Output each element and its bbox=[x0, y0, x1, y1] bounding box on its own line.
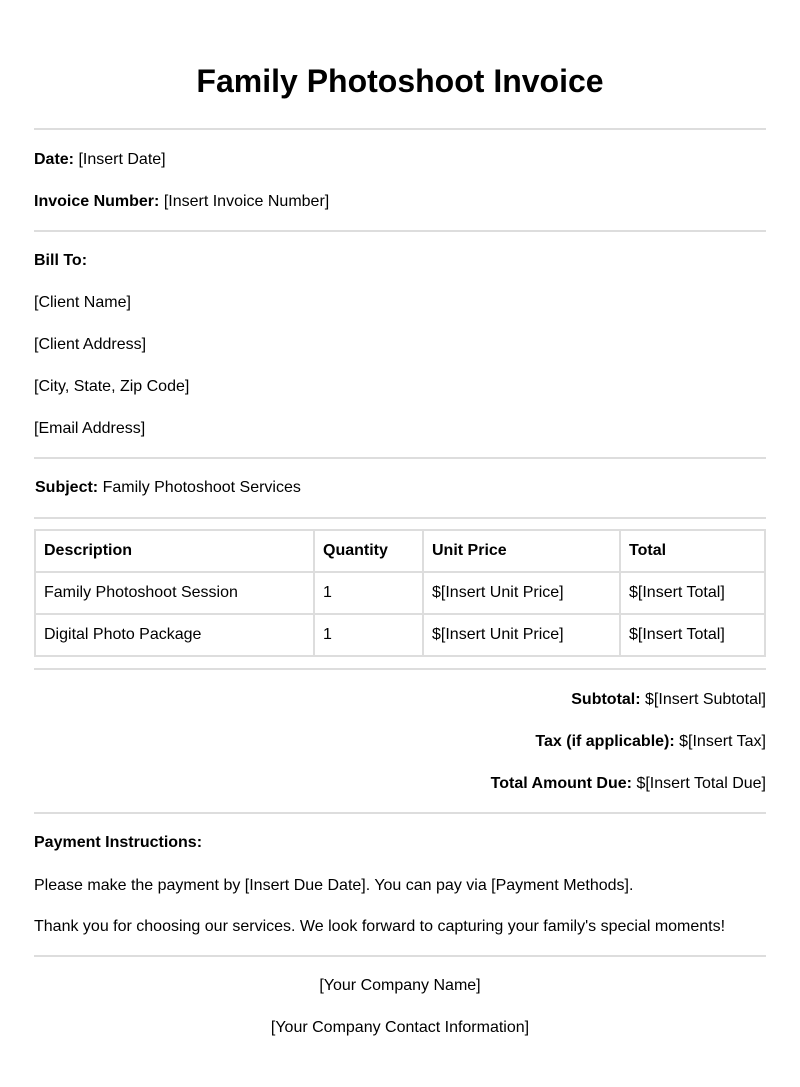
client-email: [Email Address] bbox=[34, 420, 146, 437]
subtotal-row bbox=[34, 690, 766, 710]
thank-you-note: Thank you for choosing our services. We look forward to capturing your family's special moments! bbox=[34, 918, 726, 935]
date-row bbox=[34, 150, 766, 170]
subject-row bbox=[35, 478, 766, 498]
payment-label: Payment Instructions: bbox=[34, 834, 203, 851]
header-description: Description bbox=[35, 530, 314, 572]
invoice-number-row bbox=[34, 192, 766, 212]
client-address: [Client Address] bbox=[34, 336, 147, 353]
company-contact: [Your Company Contact Information] bbox=[270, 1019, 530, 1036]
payment-instructions: Please make the payment by [Insert Due Date]. You can pay via [Payment Methods]. bbox=[34, 877, 634, 894]
company-name: [Your Company Name] bbox=[319, 977, 481, 994]
header-total: Total bbox=[620, 530, 765, 572]
client-city-state-zip: [City, State, Zip Code] bbox=[34, 378, 190, 395]
divider bbox=[34, 955, 766, 957]
total-due-label: Total Amount Due: bbox=[490, 775, 632, 792]
invoice-number-value: [Insert Invoice Number] bbox=[163, 193, 330, 210]
payment-heading bbox=[34, 833, 766, 853]
client-name: [Client Name] bbox=[34, 294, 131, 311]
bill-to-heading bbox=[34, 251, 766, 271]
header-quantity: Quantity bbox=[314, 530, 423, 572]
cell-description: Digital Photo Package bbox=[35, 614, 314, 656]
cell-description: Family Photoshoot Session bbox=[35, 572, 314, 614]
bill-to-label: Bill To: bbox=[34, 252, 88, 269]
header-unit-price: Unit Price bbox=[423, 530, 620, 572]
divider bbox=[34, 230, 766, 232]
subtotal-value: $[Insert Subtotal] bbox=[645, 691, 766, 708]
invoice-page bbox=[34, 0, 766, 1038]
cell-quantity: 1 bbox=[314, 614, 423, 656]
tax-row bbox=[34, 732, 766, 752]
table-row bbox=[35, 614, 765, 656]
total-due-row bbox=[34, 774, 766, 794]
invoice-number-label: Invoice Number: bbox=[34, 193, 160, 210]
divider bbox=[34, 457, 766, 459]
divider bbox=[34, 128, 766, 130]
table-row bbox=[35, 572, 765, 614]
total-due-value: $[Insert Total Due] bbox=[636, 775, 766, 792]
date-label: Date: bbox=[34, 151, 75, 168]
divider bbox=[34, 812, 766, 814]
cell-total: $[Insert Total] bbox=[620, 614, 765, 656]
divider bbox=[34, 668, 766, 670]
subject-value: Family Photoshoot Services bbox=[102, 479, 301, 496]
table-header-row bbox=[35, 530, 765, 572]
cell-total: $[Insert Total] bbox=[620, 572, 765, 614]
cell-quantity: 1 bbox=[314, 572, 423, 614]
subject-label: Subject: bbox=[35, 479, 99, 496]
footer bbox=[34, 976, 766, 1038]
totals-section bbox=[34, 690, 766, 794]
cell-unit-price: $[Insert Unit Price] bbox=[423, 572, 620, 614]
cell-unit-price: $[Insert Unit Price] bbox=[423, 614, 620, 656]
divider bbox=[34, 517, 766, 519]
line-items-table bbox=[34, 529, 766, 657]
tax-value: $[Insert Tax] bbox=[679, 733, 766, 750]
date-value: [Insert Date] bbox=[78, 151, 166, 168]
tax-label: Tax (if applicable): bbox=[535, 733, 675, 750]
subtotal-label: Subtotal: bbox=[571, 691, 641, 708]
page-title: Family Photoshoot Invoice bbox=[196, 63, 604, 99]
